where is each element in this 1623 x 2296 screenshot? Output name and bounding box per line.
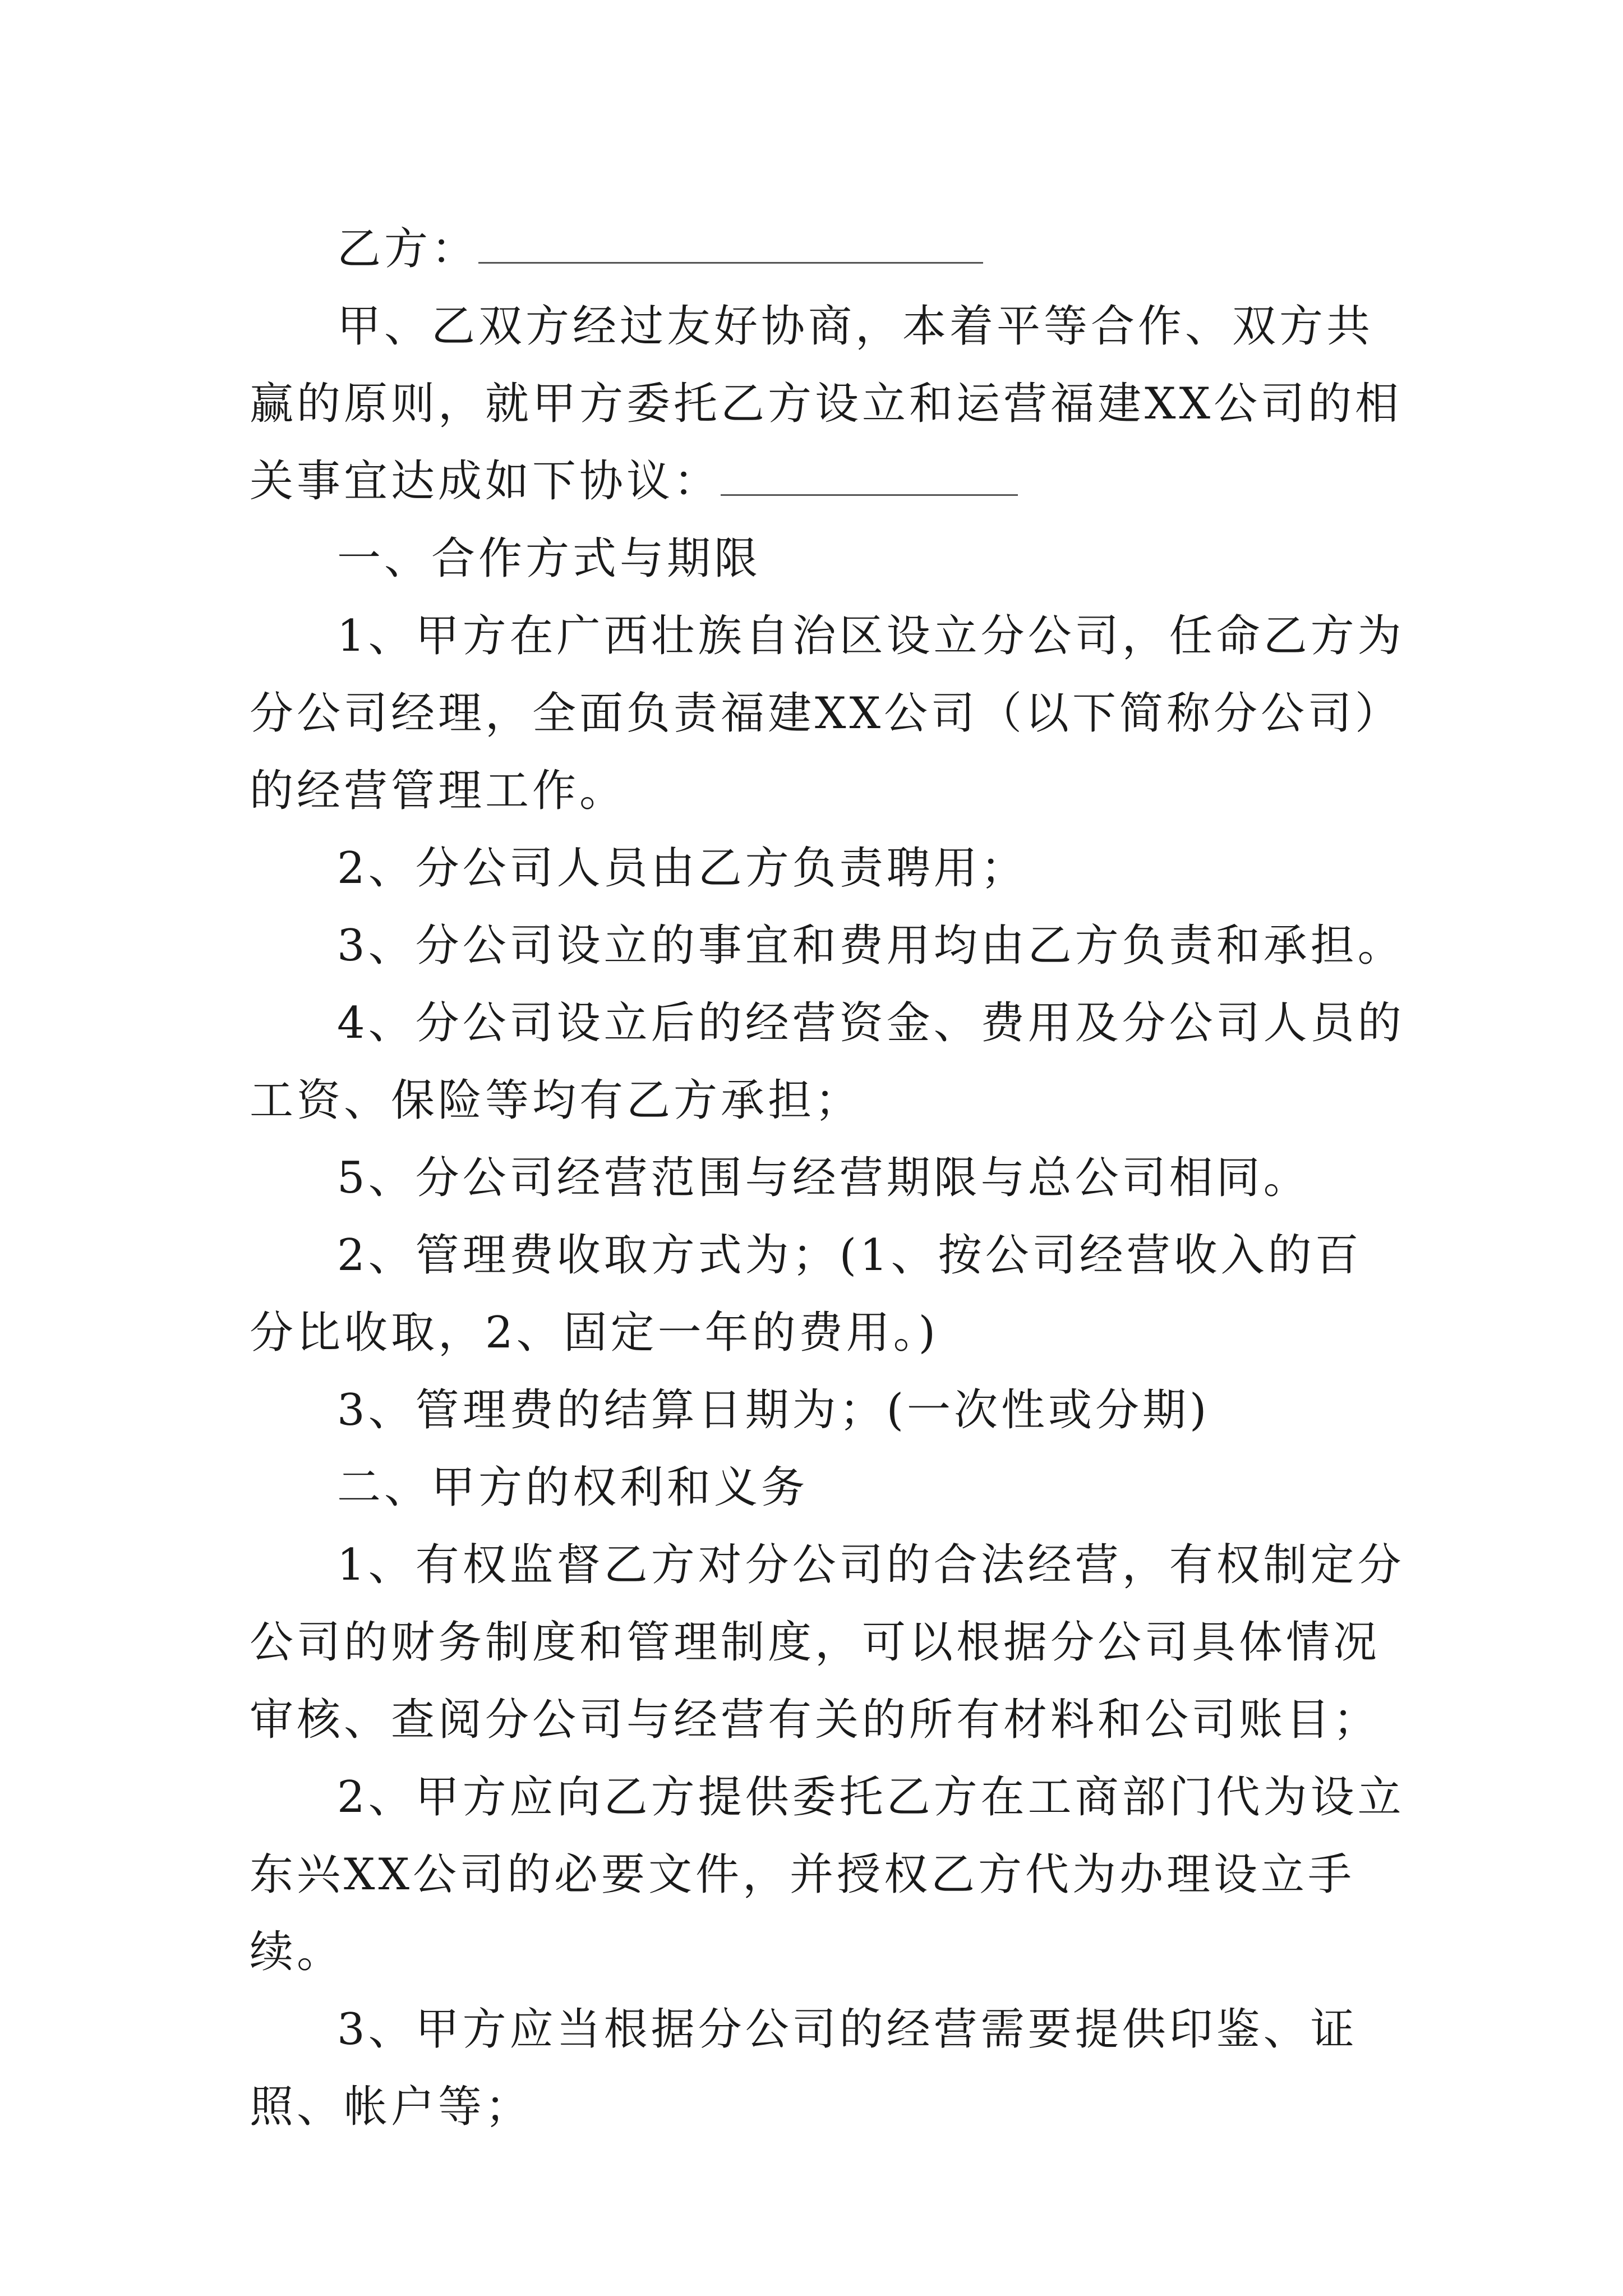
section-1-item: 2、管理费收取方式为；(1、按公司经营收入的百分比收取，2、固定一年的费用。) xyxy=(250,1230,1362,1358)
party-b-line xyxy=(250,210,1405,288)
intro-paragraph xyxy=(250,288,1405,520)
section-2-heading: 二、甲方的权利和义务 xyxy=(337,1462,809,1513)
section-2-item: 3、甲方应当根据分公司的经营需要提供印鉴、证照、帐户等； xyxy=(250,2004,1358,2132)
section-1-item: 3、分公司设立的事宜和费用均由乙方负责和承担。 xyxy=(337,921,1405,971)
section-1-item: 5、分公司经营范围与经营期限与总公司相同。 xyxy=(337,1153,1311,1203)
section-2-item: 2、甲方应向乙方提供委托乙方在工商部门代为设立东兴XX公司的必要文件，并授权乙方代为办理设立手续。 xyxy=(250,1772,1405,1977)
section-1-item: 2、分公司人员由乙方负责聘用； xyxy=(337,843,1028,894)
section-2-item: 1、有权监督乙方对分公司的合法经营，有权制定分公司的财务制度和管理制度，可以根据分公司具体情况审核、查阅分公司与经营有关的所有材料和公司账目； xyxy=(250,1540,1405,1745)
section-1-item: 4、分公司设立后的经营资金、费用及分公司人员的工资、保险等均有乙方承担； xyxy=(250,998,1405,1126)
intro-text: 甲、乙双方经过友好协商，本着平等合作、双方共赢的原则，就甲方委托乙方设立和运营福建XX公司的相关事宜 xyxy=(250,301,1403,507)
section-1-heading: 一、合作方式与期限 xyxy=(337,533,762,584)
section-1-item: 1、甲方在广西壮族自治区设立分公司，任命乙方为分公司经理，全面负责福建XX公司（以下简称分公司）的经营管理工作。 xyxy=(250,611,1405,816)
agreement-blank xyxy=(721,459,1018,496)
agreement-label: 达成如下协议： xyxy=(391,456,721,507)
party-b-label: 乙方： xyxy=(337,224,479,274)
document-body xyxy=(250,210,1405,2146)
section-1-item: 3、管理费的结算日期为；(一次性或分期) xyxy=(337,1385,1210,1435)
party-b-blank xyxy=(478,227,983,264)
